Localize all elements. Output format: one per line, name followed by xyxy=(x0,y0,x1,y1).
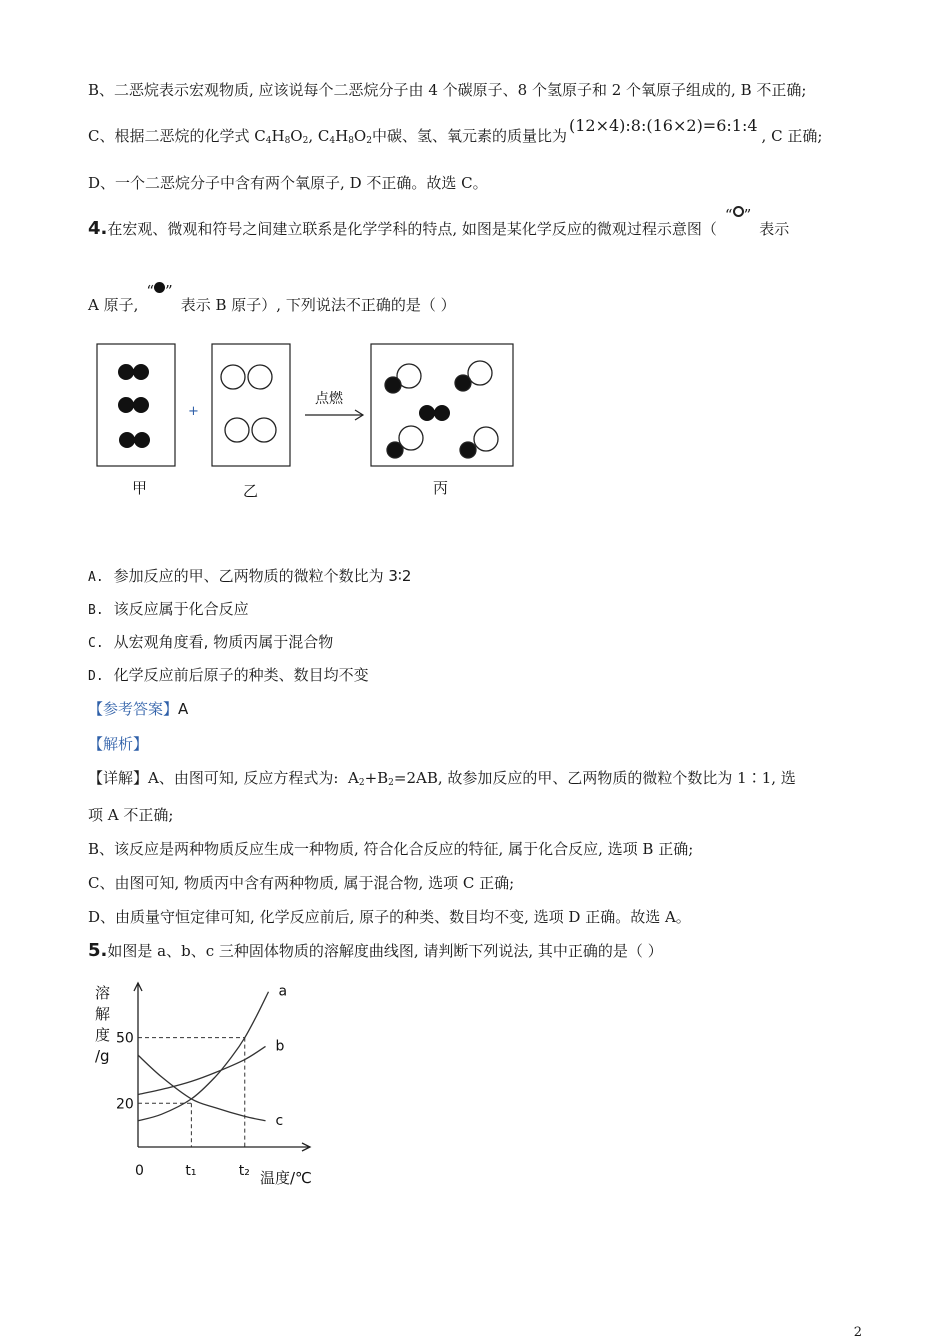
y-tick-label: 50 xyxy=(116,1030,134,1047)
curve-label-a: a xyxy=(278,983,288,1000)
plus-sign: + xyxy=(188,404,199,419)
box-yi xyxy=(212,344,290,466)
reference-answer: 【参考答案】A xyxy=(88,700,189,718)
question-4-stem-line2: A 原子,“ ”表示 B 原子）, 下列说法不正确的是（ ） xyxy=(88,282,456,314)
detail-line-a2: 项 A 不正确; xyxy=(88,806,174,824)
analysis-line-c: C、根据二恶烷的化学式 $C_4H_8O_2$, $C_4H_8O_2$中碳、氢、氧元素的质量比为(12×4):8:(16×2)=6:1:4, C 正确; xyxy=(88,116,823,146)
label-yi: 乙 xyxy=(243,482,259,500)
curve-c xyxy=(138,1055,266,1121)
analysis-label: 【解析】 xyxy=(88,735,149,753)
white-atom-symbol: “ ” xyxy=(724,206,752,224)
label-bing: 丙 xyxy=(433,479,449,497)
white-circle-icon xyxy=(733,206,744,217)
molecule-b2 xyxy=(221,365,276,442)
curve-a xyxy=(138,992,268,1121)
detail-line-d: D、由质量守恒定律可知, 化学反应前后, 原子的种类、数目均不变, 选项 D 正确。故选 A。 xyxy=(88,908,691,926)
detail-line-a1: 【详解】A、由图可知, 反应方程式为: $A_2+B_2=2AB$, 故参加反应的甲、乙两物质的微粒个数比为 1∶1, 选 xyxy=(88,769,796,788)
y-label-char-3: 度 xyxy=(95,1026,111,1044)
analysis-line-b: B、二恶烷表示宏观物质, 应该说每个二恶烷分子由 4 个碳原子、8 个氢原子和 2 个氧原子组成的, B 不正确; xyxy=(88,81,807,99)
molecule-a2-excess xyxy=(419,405,450,421)
y-label-char-4: /g xyxy=(95,1047,110,1065)
x-tick-label: t₁ xyxy=(185,1163,197,1179)
y-label-char-2: 解 xyxy=(95,1005,111,1023)
mass-ratio-formula: (12×4):8:(16×2)=6:1:4 xyxy=(568,116,758,135)
y-label-char-1: 溶 xyxy=(95,984,111,1002)
x-tick-label: 0 xyxy=(135,1163,144,1179)
page-number: 2 xyxy=(853,1325,862,1340)
black-circle-icon xyxy=(154,282,165,293)
y-tick-label: 20 xyxy=(116,1096,134,1113)
analysis-line-d: D、一个二恶烷分子中含有两个氧原子, D 不正确。故选 C。 xyxy=(88,174,488,192)
x-tick-label: t₂ xyxy=(238,1163,250,1179)
curve-b xyxy=(138,1046,266,1094)
solubility-chart xyxy=(88,975,328,1195)
question-4-stem-line1: 4.在宏观、微观和符号之间建立联系是化学学科的特点, 如图是某化学反应的微观过程示意图（“ ”表示 xyxy=(88,206,790,239)
reaction-arrow xyxy=(305,410,363,420)
option-a: A. 参加反应的甲、乙两物质的微粒个数比为 3∶2 xyxy=(88,567,412,585)
reaction-diagram xyxy=(90,338,520,503)
arrow-label-ignite: 点燃 xyxy=(315,391,343,407)
y-axis-label xyxy=(95,984,110,1065)
option-d: D. 化学反应前后原子的种类、数目均不变 xyxy=(88,666,369,684)
option-c: C. 从宏观角度看, 物质丙属于混合物 xyxy=(88,633,334,651)
detail-line-b: B、该反应是两种物质反应生成一种物质, 符合化合反应的特征, 属于化合反应, 选项 B 正确; xyxy=(88,840,694,858)
molecule-a2 xyxy=(118,364,150,448)
curve-label-c: c xyxy=(275,1112,284,1129)
curve-label-b: b xyxy=(275,1038,285,1055)
detail-line-c: C、由图可知, 物质丙中含有两种物质, 属于混合物, 选项 C 正确; xyxy=(88,874,515,892)
label-jia: 甲 xyxy=(132,479,148,497)
question-5-stem: 5.如图是 a、b、c 三种固体物质的溶解度曲线图, 请判断下列说法, 其中正确的是（ ） xyxy=(88,940,663,961)
option-b: B. 该反应属于化合反应 xyxy=(88,600,249,618)
black-atom-symbol: “ ” xyxy=(146,282,173,300)
x-axis-label: 温度/℃ xyxy=(260,1169,312,1187)
